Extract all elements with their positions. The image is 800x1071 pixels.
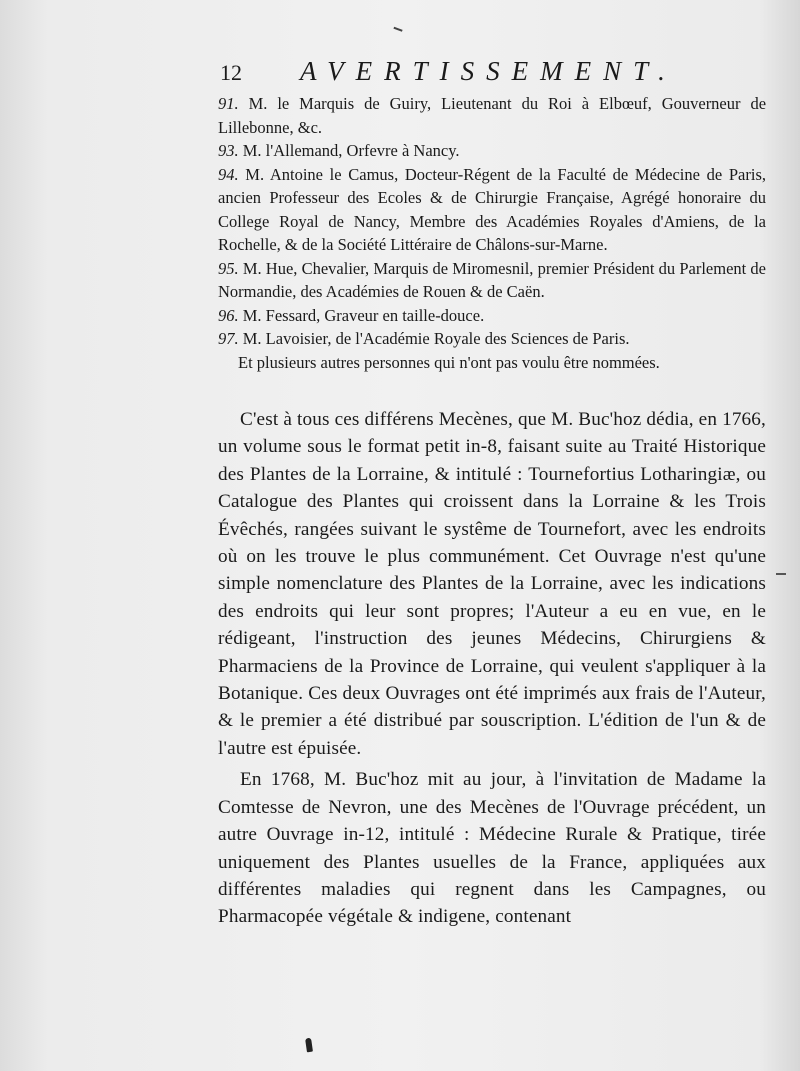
list-item: 95. M. Hue, Chevalier, Marquis de Miromesnil, premier Président du Parlement de Normandie, des Académies de Rouen & de Caën. [218, 258, 767, 301]
subscriber-list [218, 92, 766, 374]
list-item: 94. M. Antoine le Camus, Docteur-Régent de la Faculté de Médecine de Paris, ancien Professeur des Ecoles & de Chirurgie Française, Agrégé honoraire du College Royal de Nancy, Membre des Académies Royales d'Amiens, de la Rochelle, & de la Société Littéraire de Châlons-sur-Marne. [218, 164, 766, 254]
list-item: 91. M. le Marquis de Guiry, Lieutenant du Roi à Elbœuf, Gouverneur de Lillebonne, &c. [218, 94, 767, 137]
ink-blot [305, 1038, 313, 1053]
page-header [220, 56, 680, 90]
list-item: 96. M. Fessard, Graveur en taille-douce. [218, 305, 485, 325]
list-closing-line: Et plusieurs autres personnes qui n'ont pas voulu être nommées. [238, 352, 660, 372]
paragraph: En 1768, M. Buc'hoz mit au jour, à l'invitation de Madame la Comtesse de Nevron, une des Mecènes de l'Ouvrage précédent, un autre Ouvrage in-12, intitulé : Médecine Rurale & Pratique, tirée uniquement des Plantes usuelles de la France, appliquées aux différentes maladies qui regnent dans les Campagnes, ou Pharmacopée végétale & indigene, contenant [218, 769, 766, 928]
paragraph: C'est à tous ces différens Mecènes, que M. Buc'hoz dédia, en 1766, un volume sous le format petit in-8, faisant suite au Traité Historique des Plantes de la Lorraine, & intitulé : Tournefortius Lotharingiæ, ou Catalogue des Plantes qui croissent dans la Lorraine & les Trois Évêchés, rangées suivant le systême de Tournefort, avec les endroits où on les trouve le plus communément. Cet Ouvrage n'est qu'une simple nomenclature des Plantes de la Lorraine, avec les indications des endroits qui leur sont propres; l'Auteur a eu en vue, en le rédigeant, l'instruction des jeunes Médecins, Chirurgiens & Pharmaciens de la Province de Lorraine, qui veulent s'appliquer à la Botanique. Ces deux Ouvrages ont été imprimés aux frais de l'Auteur, & le premier a été distribué par souscription. L'édition de l'un & de l'autre est épuisée. [218, 409, 766, 759]
list-item: 93. M. l'Allemand, Orfevre à Nancy. [218, 141, 460, 160]
running-title: AVERTISSEMENT. [300, 56, 677, 86]
body-text [218, 406, 766, 935]
printer-mark [390, 27, 402, 40]
margin-mark [776, 573, 786, 575]
page-number: 12 [220, 60, 242, 85]
list-item: 97. M. Lavoisier, de l'Académie Royale des Sciences de Paris. [218, 329, 630, 348]
